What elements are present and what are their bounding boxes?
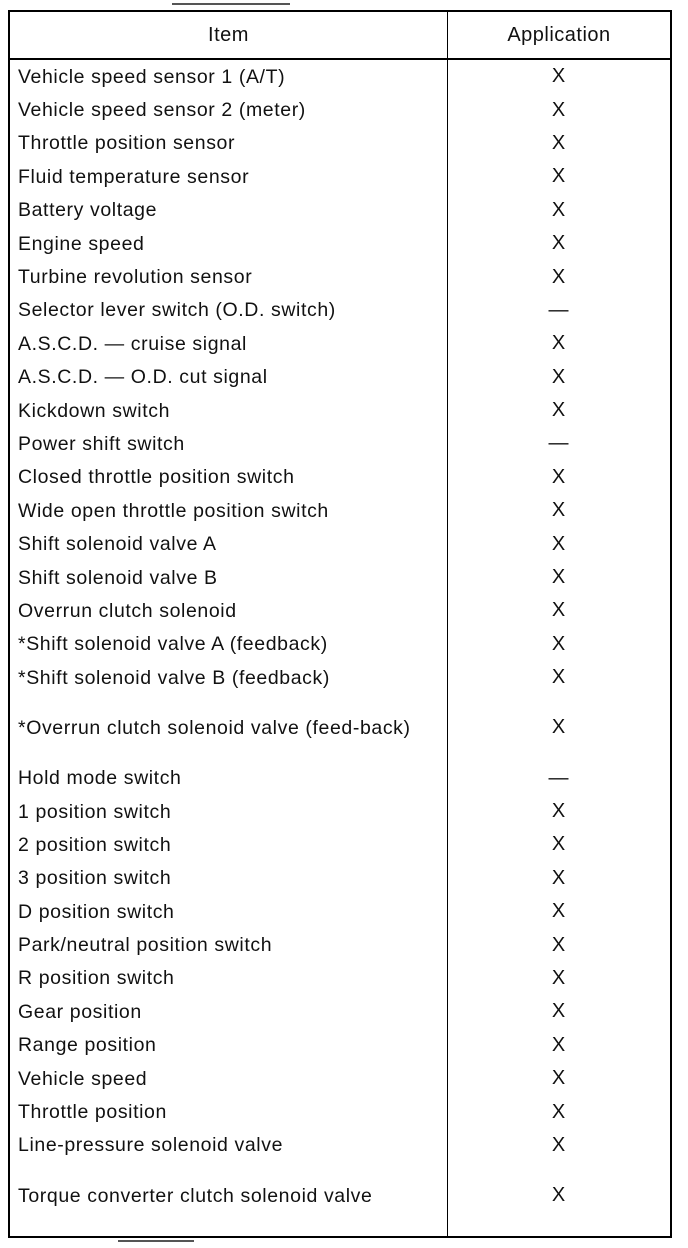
table-row [10,1062,670,1095]
row-item: Overrun clutch solenoid [18,599,237,622]
header-item: Item [10,12,448,58]
table-row [10,160,670,193]
row-item: Hold mode switch [18,767,182,790]
table-row [10,361,670,394]
row-application: — [548,766,569,789]
row-application: X [551,900,566,923]
table-row [10,628,670,661]
row-item: *Overrun clutch solenoid valve (feed-back) [18,716,411,739]
row-item: Throttle position sensor [18,132,236,155]
table-row [10,227,670,260]
row-application: X [551,332,566,355]
row-application: X [551,800,566,822]
table-row [10,661,670,694]
row-application: X [551,465,566,488]
row-application: X [551,632,566,655]
table-row [10,761,670,794]
row-item: Selector lever switch (O.D. switch) [18,299,336,322]
table-row [10,895,670,928]
row-item: Engine speed [18,232,145,255]
row-item: Closed throttle position switch [18,466,295,489]
row-item: Line-pressure solenoid valve [18,1134,284,1157]
scan-mark-top [172,3,290,5]
application-table [8,10,672,1238]
table-row [10,527,670,560]
table-row [10,1095,670,1128]
table-row [10,1129,670,1162]
header-application: Application [507,23,611,46]
table-row [10,828,670,861]
row-item: Vehicle speed [18,1067,148,1090]
row-item: Shift solenoid valve B [18,566,218,589]
row-application: X [551,716,566,739]
row-item: Shift solenoid valve A [18,533,217,556]
row-application: X [551,365,566,388]
row-application: X [551,1033,566,1056]
table-row [10,995,670,1028]
row-application: X [551,833,566,856]
table-row [10,461,670,494]
row-item: 3 position switch [18,867,172,890]
table-row [10,294,670,327]
scan-mark-bottom [118,1240,194,1242]
row-application: X [551,232,566,255]
row-item: Battery voltage [18,199,158,222]
table-row [10,561,670,594]
table-header [10,12,670,60]
row-item: Fluid temperature sensor [18,165,250,188]
table-row [10,93,670,126]
column-divider [447,60,448,1236]
table-body [10,60,670,1236]
row-application: X [551,1000,566,1023]
row-application: X [551,532,566,555]
table-row [10,60,670,93]
row-application: X [551,198,566,221]
table-row [10,394,670,427]
row-application: X [551,599,566,622]
row-item: Torque converter clutch solenoid valve [18,1184,373,1207]
row-application: X [551,1067,566,1090]
row-item: Wide open throttle position switch [18,499,329,522]
row-application: X [551,131,566,154]
row-item: Vehicle speed sensor 1 (A/T) [18,65,286,88]
row-application: — [548,298,569,321]
table-row [10,928,670,961]
row-item: Kickdown switch [18,399,171,422]
table-row [10,260,670,293]
row-item: *Shift solenoid valve B (feedback) [18,666,330,689]
row-item: Throttle position [18,1101,167,1124]
row-application: X [551,165,566,188]
row-item: Park/neutral position switch [18,934,273,957]
table-row [10,327,670,360]
row-item: 2 position switch [18,833,172,856]
row-application: X [551,265,566,288]
row-application: X [551,866,566,889]
row-application: X [551,933,566,956]
row-application: X [551,1100,566,1123]
row-item: Gear position [18,1000,142,1023]
row-item: Range position [18,1034,157,1057]
table-row [10,1029,670,1062]
row-item: 1 position switch [18,800,172,823]
row-application: X [551,399,566,422]
row-item: Power shift switch [18,432,185,455]
row-item: D position switch [18,900,175,923]
row-application: X [551,499,566,522]
row-application: X [551,966,566,989]
table-row [10,795,670,828]
table-row [10,127,670,160]
row-item: *Shift solenoid valve A (feedback) [18,633,328,656]
row-item: R position switch [18,967,175,990]
row-item: Vehicle speed sensor 2 (meter) [18,99,306,122]
row-application: X [551,1133,566,1156]
row-application: X [551,666,566,689]
table-row [10,962,670,995]
row-item: A.S.C.D. — cruise signal [18,332,247,355]
table-row [10,862,670,895]
row-application: X [551,98,566,121]
table-row [10,427,670,460]
row-application: — [548,432,569,455]
table-row [10,1162,670,1229]
row-item: Turbine revolution sensor [18,266,253,289]
row-item: A.S.C.D. — O.D. cut signal [18,366,268,389]
table-row [10,194,670,227]
row-application: X [551,566,566,589]
row-application: X [551,1184,566,1207]
table-row [10,494,670,527]
table-row [10,694,670,761]
row-application: X [551,65,566,88]
table-row [10,594,670,627]
